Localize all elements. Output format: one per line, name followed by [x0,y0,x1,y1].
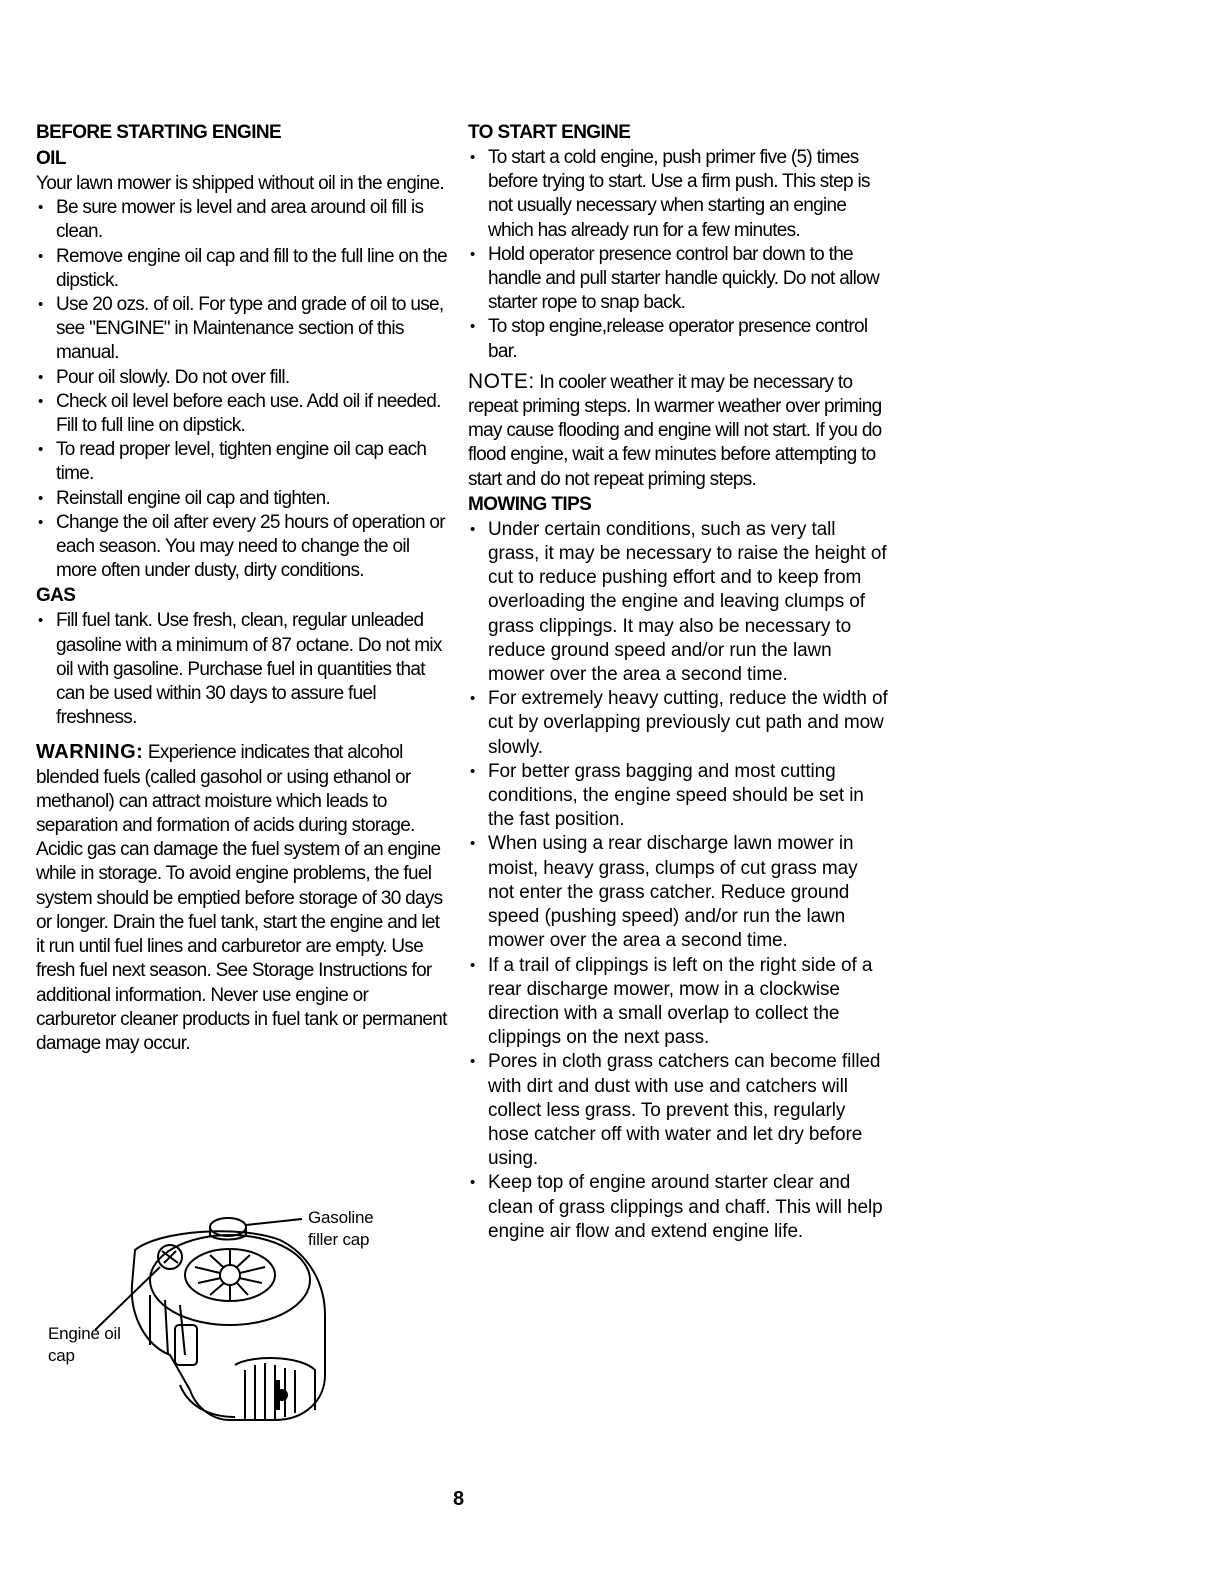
engine-oil-cap-label: Engine oil cap [48,1324,121,1365]
list-item: • To read proper level, tighten engine oil cap each time. [36,438,448,486]
note-text: In cooler weather it may be necessary to repeat priming steps. In warmer weather over priming may cause flooding and engine will not start. If you do flood engine, wait a few minutes before attempting to start and do not repeat priming steps. [468,371,882,490]
note-paragraph [468,370,888,492]
oil-list [36,196,448,583]
list-item: • Be sure mower is level and area around oil fill is clean. [36,196,448,244]
list-item: • For extremely heavy cutting, reduce the width of cut by overlapping previously cut path and mow slowly. [468,687,888,760]
right-column [468,120,888,1244]
page-number: 8 [453,1488,465,1510]
list-item: • Pour oil slowly. Do not over fill. [36,366,448,390]
list-item: • Change the oil after every 25 hours of operation or each season. You may need to change the oil more often under dusty, dirty conditions. [36,511,448,584]
engine-diagram [40,1205,420,1435]
list-item: • If a trail of clippings is left on the right side of a rear discharge mower, mow in a clockwise direction with a small overlap to collect the clippings on the next pass. [468,954,888,1051]
note-label: NOTE: [468,369,535,393]
gas-heading: GAS [36,585,76,607]
list-item: • To start a cold engine, push primer five (5) times before trying to start. Use a firm push. This step is not usually necessary when starting an engine which has already run for a few minutes. [468,146,888,243]
warning-paragraph [36,740,448,1056]
section-heading-before-starting: BEFORE STARTING ENGINE [36,122,282,143]
list-item: • Under certain conditions, such as very tall grass, it may be necessary to raise the height of cut to reduce pushing effort and to keep from overloading the engine and leaving clumps of grass clippings. It may also be necessary to reduce ground speed and/or run the lawn mower over the area a second time. [468,518,888,687]
list-item: • To stop engine,release operator presence control bar. [468,315,888,363]
list-item: • Hold operator presence control bar down to the handle and pull starter handle quickly. Do not allow starter rope to snap back. [468,243,888,316]
list-item: • Pores in cloth grass catchers can become filled with dirt and dust with use and catchers will collect less grass. To prevent this, regularly hose catcher off with water and let dry before using. [468,1050,888,1171]
gasoline-filler-cap-label: Gasoline filler cap [308,1208,374,1249]
list-item: • Use 20 ozs. of oil. For type and grade of oil to use, see "ENGINE" in Maintenance section of this manual. [36,293,448,366]
list-item: • For better grass bagging and most cutting conditions, the engine speed should be set in the fast position. [468,760,888,833]
list-item: • Fill fuel tank. Use fresh, clean, regular unleaded gasoline with a minimum of 87 octane. Do not mix oil with gasoline. Purchase fuel in quantities that can be used within 30 days to assure fuel freshness. [36,609,448,730]
warning-label: WARNING: [36,741,144,764]
to-start-engine-heading: TO START ENGINE [468,122,631,143]
oil-intro: Your lawn mower is shipped without oil in the engine. [36,173,444,194]
mowing-tips-heading: MOWING TIPS [468,493,592,515]
list-item: • Check oil level before each use. Add oil if needed. Fill to full line on dipstick. [36,390,448,438]
list-item: • Keep top of engine around starter clear and clean of grass clippings and chaff. This will help engine air flow and extend engine life. [468,1171,888,1244]
tips-list [468,518,888,1244]
gas-list [36,609,448,730]
left-column [36,120,448,1056]
list-item: • Remove engine oil cap and fill to the full line on the dipstick. [36,245,448,293]
warning-text: Experience indicates that alcohol blended fuels (called gasohol or using ethanol or methanol) can attract moisture which leads to separation and formation of acids during storage. Acidic gas can damage the fuel system of an engine while in storage. To avoid engine problems, the fuel system should be emptied before storage of 30 days or longer. Drain the fuel tank, start the engine and let it run until fuel lines and carburetor are empty. Use fresh fuel next season. See Storage Instructions for additional information. Never use engine or carburetor cleaner products in fuel tank or permanent damage may occur. [36,742,447,1054]
oil-heading: OIL [36,148,66,169]
start-list [468,146,888,364]
list-item: • When using a rear discharge lawn mower in moist, heavy grass, clumps of cut grass may not enter the grass catcher. Reduce ground speed (pushing speed) and/or run the lawn mower over the area a second time. [468,832,888,953]
list-item: • Reinstall engine oil cap and tighten. [36,487,448,511]
